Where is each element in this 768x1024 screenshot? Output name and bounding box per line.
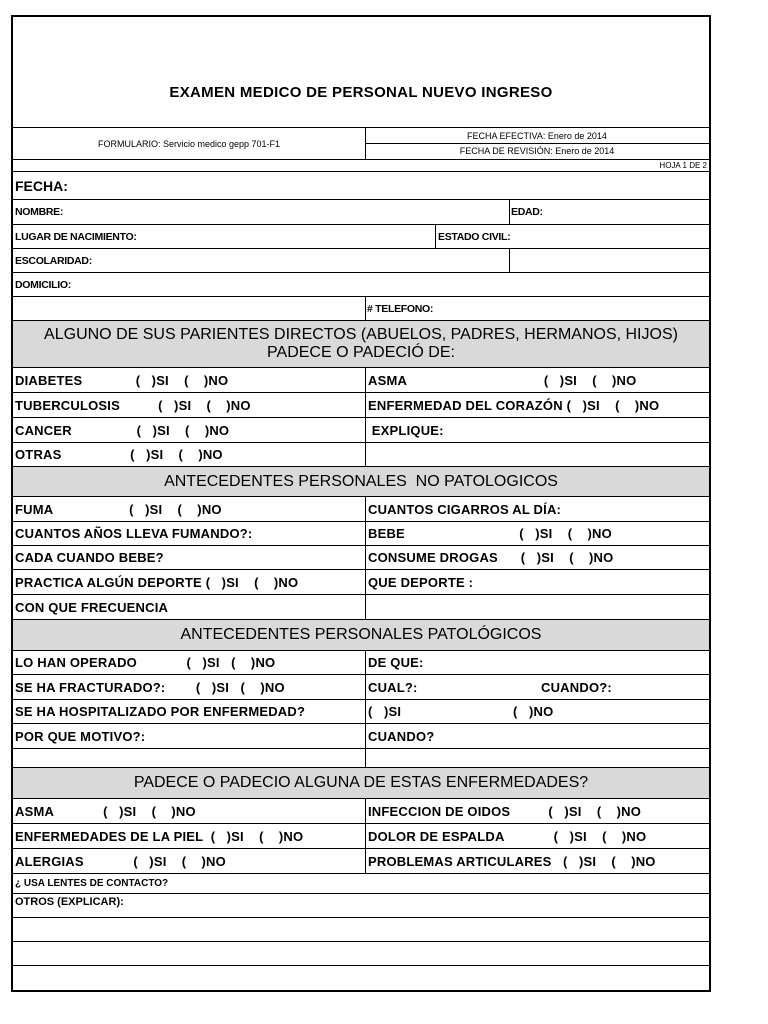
domicilio-row [13,273,709,297]
motivo-label: POR QUE MOTIVO?: [15,728,146,744]
section-patologicos-title: ANTECEDENTES PERSONALES PATOLÓGICOS [180,626,542,643]
cual-label: CUAL?: [368,679,418,695]
effective-date: FECHA EFECTIVA: Enero de 2014 [467,130,607,141]
form-code: FORMULARIO: Servicio medico gepp 701-F1 [97,138,281,149]
estado-civil-label: ESTADO CIVIL: [438,230,511,243]
nombre-row [13,200,709,225]
fuma-item: FUMA ( )SI ( )NO [15,501,222,517]
articulares-item: PROBLEMAS ARTICULARES ( )SI ( )NO [368,853,656,869]
operado-item: LO HAN OPERADO ( )SI ( )NO [15,655,276,670]
sheet-number: HOJA 1 DE 2 [659,161,707,170]
tuberculosis-row [13,393,709,418]
domicilio-label: DOMICILIO: [15,278,71,291]
edad-label: EDAD: [511,206,543,218]
asma-row [13,799,709,824]
telefono-row [13,297,709,321]
hospitalizado-label: SE HA HOSPITALIZADO POR ENFERMEDAD? [15,704,306,719]
nombre-label: NOMBRE: [15,206,64,218]
cancer-row [13,418,709,443]
fuma-row [13,497,709,522]
fracturado-item: SE HA FRACTURADO?: ( )SI ( )NO [15,679,285,695]
diabetes-item: DIABETES ( )SI ( )NO [15,372,229,388]
piel-item: ENFERMEDADES DE LA PIEL ( )SI ( )NO [15,828,304,844]
revision-date: FECHA DE REVISIÓN: Enero de 2014 [459,146,615,156]
cigarros-label: CUANTOS CIGARROS AL DÍA: [368,501,562,517]
de-que-label: DE QUE: [368,655,424,670]
page-title: EXAMEN MEDICO DE PERSONAL NUEVO INGRESO [169,83,553,101]
otros-row [13,894,709,918]
frecuencia-row [13,595,709,620]
otras-item: OTRAS ( )SI ( )NO [15,447,223,462]
hospitalizado-no: ( )NO [513,704,554,719]
escolaridad-label: ESCOLARIDAD: [15,254,92,267]
section-no-patologicos [13,467,709,497]
corazon-item: ENFERMEDAD DEL CORAZÓN ( )SI ( )NO [368,397,660,413]
espalda-item: DOLOR DE ESPALDA ( )SI ( )NO [368,828,647,844]
medical-exam-form [11,15,711,992]
section-familiares-title: ALGUNO DE SUS PARIENTES DIRECTOS (ABUELOS, PADRES, HERMANOS, HIJOS) PADECE O PADECIÓ DE: [44,326,678,361]
operado-row [13,651,709,675]
fracturado-row [13,675,709,700]
fecha-row [13,172,709,200]
drogas-item: CONSUME DROGAS ( )SI ( )NO [368,550,614,565]
lugar-nacimiento-label: LUGAR DE NACIMIENTO: [15,230,137,243]
oidos-item: INFECCION DE OIDOS ( )SI ( )NO [368,803,642,819]
cada-cuando-row [13,546,709,570]
title-row [13,17,709,128]
otros-label: OTROS (EXPLICAR): [15,896,124,908]
blank-line-3 [13,966,709,990]
alergias-row [13,849,709,874]
otras-row [13,443,709,467]
cada-cuando-label: CADA CUANDO BEBE? [15,550,164,565]
hospitalizado-si: ( )SI [368,704,402,719]
explique-label: EXPLIQUE: [368,422,444,438]
motivo-row [13,724,709,749]
fecha-label: FECHA: [15,177,68,194]
cuando-label: CUANDO? [368,728,435,744]
asma-family-item: ASMA ( )SI ( )NO [368,372,637,388]
section-patologicos [13,620,709,651]
alergias-item: ALERGIAS ( )SI ( )NO [15,853,226,869]
blank-row-patologicos [13,749,709,768]
que-deporte-label: QUE DEPORTE : [368,574,474,590]
lentes-label: ¿ USA LENTES DE CONTACTO? [15,878,169,889]
section-no-patologicos-title: ANTECEDENTES PERSONALES NO PATOLOGICOS [164,472,558,490]
deporte-row [13,570,709,595]
sheet-row [13,160,709,172]
telefono-label: # TELEFONO: [367,302,434,315]
diabetes-row [13,368,709,393]
tuberculosis-item: TUBERCULOSIS ( )SI ( )NO [15,397,251,413]
bebe-item: BEBE ( )SI ( )NO [368,526,612,541]
blank-line-1 [13,918,709,942]
frecuencia-label: CON QUE FRECUENCIA [15,599,169,615]
form-info-row [13,128,709,160]
piel-row [13,824,709,849]
escolaridad-row [13,249,709,273]
hospitalizado-row [13,700,709,724]
anos-row [13,522,709,546]
section-familiares [13,321,709,368]
cancer-item: CANCER ( )SI ( )NO [15,422,230,438]
deporte-item: PRACTICA ALGÚN DEPORTE ( )SI ( )NO [15,574,299,590]
blank-line-2 [13,942,709,966]
cuando-fractura-label: CUANDO?: [541,679,612,695]
section-enfermedades-title: PADECE O PADECIO ALGUNA DE ESTAS ENFERMEDADES? [133,774,589,791]
anos-fumando-label: CUANTOS AÑOS LLEVA FUMANDO?: [15,526,253,541]
section-enfermedades [13,768,709,799]
lugar-row [13,225,709,249]
lentes-row [13,874,709,894]
asma-item: ASMA ( )SI ( )NO [15,803,196,819]
